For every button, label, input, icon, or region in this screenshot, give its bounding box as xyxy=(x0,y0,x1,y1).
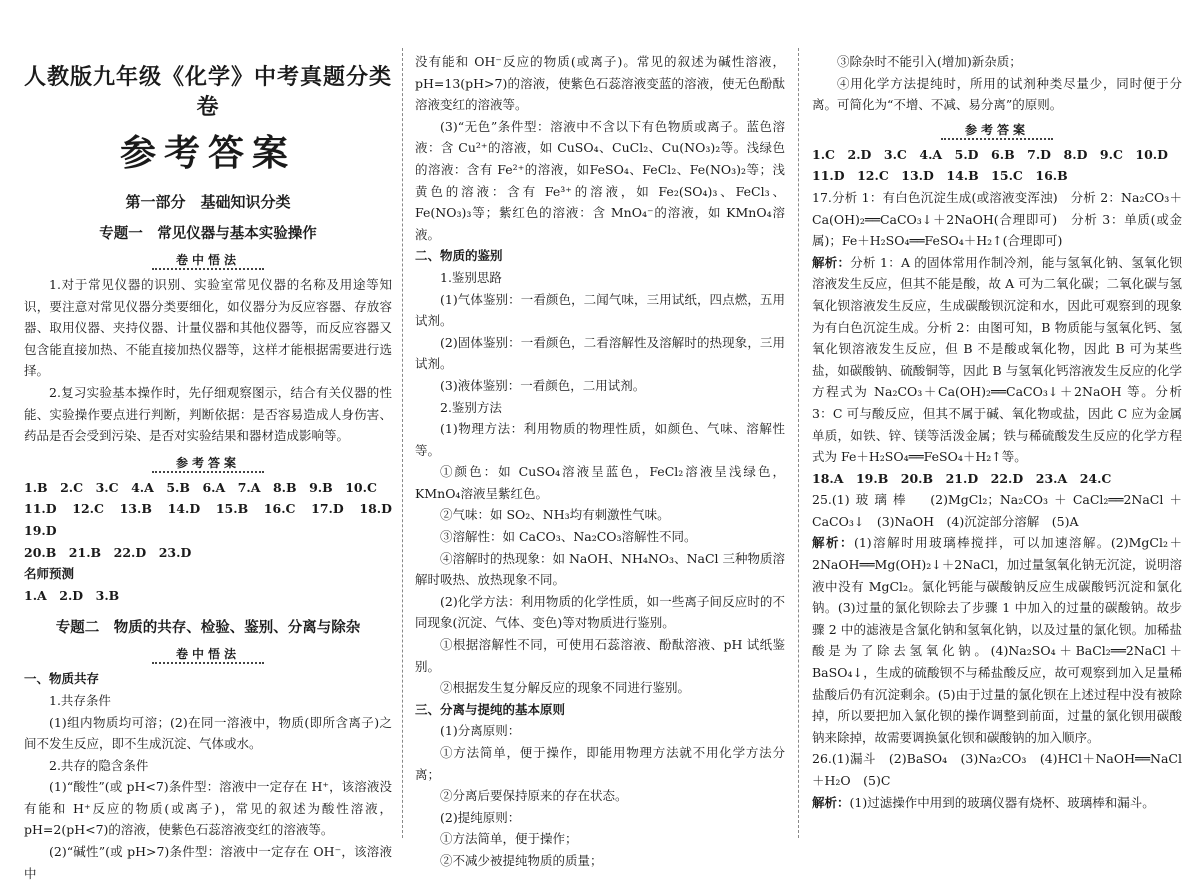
answer-25: 25.(1)玻璃棒 (2)MgCl₂；Na₂CO₃＋CaCl₂══2NaCl＋CaCO₃↓ (3)NaOH (4)沉淀部分溶解 (5)A xyxy=(812,492,1182,529)
paragraph: 没有能和 OH⁻反应的物质(或离子)。常见的叙述为碱性溶液，pH=13(pH>7)的溶液，使紫色石蕊溶液变蓝的溶液，使无色酚酞溶液变红的溶液等。 xyxy=(415,54,785,113)
paragraph: ②分离后要保持原来的存在状态。 xyxy=(440,788,628,804)
column-divider xyxy=(798,48,799,838)
section-banner xyxy=(24,250,392,270)
explanation-25 xyxy=(812,532,1182,748)
answer-17: 17.分析 1：有白色沉淀生成(或溶液变浑浊) 分析 2：Na₂CO₃＋Ca(OH)₂══CaCO₃↓＋2NaOH(合理即可) 分析 3：单质(或金属)；Fe＋H₂SO₄══FeSO₄＋H₂↑(合理即可) xyxy=(812,189,1182,249)
explanation-label: 解析： xyxy=(812,254,851,270)
explanation-26 xyxy=(812,792,1182,814)
paragraph: ④用化学方法提纯时，所用的试剂种类尽量少，同时便于分离。可简化为“不增、不减、易分离”的原则。 xyxy=(812,75,1182,113)
book-title: 人教版九年级《化学》中考真题分类卷 xyxy=(24,64,393,120)
section-heading: 三、分离与提纯的基本原则 xyxy=(415,701,566,717)
paragraph: ③溶解性：如 CaCO₃、Na₂CO₃溶解性不同。 xyxy=(440,529,697,545)
paragraph: (1)气体鉴别：一看颜色，二闻气味，三用试纸，四点燃，五用试剂。 xyxy=(415,291,785,329)
answer-line: 1.A 2.D 3.B xyxy=(24,587,120,603)
answer-line: 11.D 12.C 13.B 14.D 15.B 16.C 17.D 18.D 19.D xyxy=(24,501,405,538)
answer-line: 11.D 12.C 13.D 14.B 15.C 16.B xyxy=(812,168,1068,184)
answer-line: 1.C 2.D 3.C 4.A 5.D 6.B 7.D 8.D 9.C 10.D xyxy=(812,146,1169,162)
explanation-label: 解析： xyxy=(812,794,850,810)
answer-line: 20.B 21.B 22.D 23.D xyxy=(24,544,192,560)
answer-line: 18.A 19.B 20.B 21.D 22.D 23.A 24.C xyxy=(812,470,1112,486)
answer-26: 26.(1)漏斗 (2)BaSO₄ (3)Na₂CO₃ (4)HCl＋NaOH══NaCl＋H₂O (5)C xyxy=(812,751,1182,788)
subheading: 2.共存的隐含条件 xyxy=(49,757,149,773)
part-heading: 第一部分 基础知识分类 xyxy=(125,193,291,211)
subheading: (2)提纯原则： xyxy=(440,809,521,825)
answer-line: 1.B 2.C 3.C 4.A 5.B 6.A 7.A 8.B 9.B 10.C xyxy=(24,479,377,495)
paragraph: (1)组内物质均可溶；(2)在同一溶液中，物质(即所含离子)之间不发生反应，即不生成沉淀、气体或水。 xyxy=(24,714,392,752)
column-middle xyxy=(415,0,785,868)
prediction-heading: 名师预测 xyxy=(24,566,75,582)
section-banner xyxy=(24,453,392,473)
paragraph: (3)“无色”条件型：溶液中不含以下有色物质或离子。蓝色溶液：含 Cu²⁺的溶液，如 CuSO₄、CuCl₂、Cu(NO₃)₂等。浅绿色的溶液：含有 Fe²⁺的溶液，如FeSO₄、FeCl₂、Fe(NO₃)₂等；浅黄色的溶液：含有 Fe³⁺的溶液，如 Fe₂(SO₄)₃、FeCl₃、Fe(NO₃)₃等；紫红色的溶液：含 MnO₄⁻的溶液，如 KMnO₄溶液。 xyxy=(415,118,785,242)
column-divider xyxy=(402,48,403,838)
explanation-label: 解析： xyxy=(812,535,854,551)
banner-label: 卷中悟法 xyxy=(152,647,264,664)
paragraph: (2)固体鉴别：一看颜色，二看溶解性及溶解时的热现象，三用试剂。 xyxy=(415,334,785,372)
topic-heading-2: 专题二 物质的共存、检验、鉴别、分离与除杂 xyxy=(55,619,361,637)
paragraph: (3)液体鉴别：一看颜色，二用试剂。 xyxy=(440,377,646,393)
section-heading: 二、物质的鉴别 xyxy=(415,248,503,264)
explanation-text: (1)溶解时用玻璃棒搅拌，可以加速溶解。(2)MgCl₂＋2NaOH══Mg(OH)₂↓＋2NaCl，加过量氢氧化钠无沉淀，说明溶液中没有 MgCl₂。氯化钙能与碳酸钠反应生成碳酸钙沉淀和氯化钠。(3)过量的氯化钡除去了步骤 1 中加入的过量的碳酸钠。故步骤 2 中的滤液是含氯化钠和氢氧化钠，以及过量的氯化钡。加稀盐酸是为了除去氢氧化钠。(4)Na₂SO₄＋BaCl₂══2NaCl＋BaSO₄↓，生成的硫酸钡不与稀盐酸反应，故可观察到加入足量稀盐酸后仍有沉淀剩余。(5)由于过量的氯化钡在上述过程中没有被除掉，所以要把加入氯化钡的操作调整到前面，过量的氯化钡用碳酸钠来除掉，故需要调换氯化钡和碳酸钠的加入顺序。 xyxy=(812,535,1182,745)
section-banner xyxy=(812,120,1182,140)
paragraph: ①颜色：如 CuSO₄溶液呈蓝色，FeCl₂溶液呈浅绿色，KMnO₄溶液呈紫红色。 xyxy=(415,464,785,501)
section-banner xyxy=(24,644,392,664)
column-right xyxy=(812,0,1182,848)
explanation-text: (1)过滤操作中用到的玻璃仪器有烧杯、玻璃棒和漏斗。 xyxy=(849,794,1155,810)
paragraph: ②不减少被提纯物质的质量； xyxy=(440,852,603,868)
paragraph: 1.对于常见仪器的识别、实验室常见仪器的名称及用途等知识，要注意对常见仪器分类要细化，如仪器分为反应容器、存放容器、取用仪器、夹持仪器、计量仪器和其他仪器等，而反应容器又包含能直接加热、不能直接加热仪器等，这样才能根据需要进行选择。 xyxy=(24,277,392,379)
paragraph: (1)“酸性”(或 pH<7)条件型：溶液中一定存在 H⁺，该溶液没有能和 H⁺反应的物质(或离子)，常见的叙述为酸性溶液，pH=2(pH<7)的溶液，使紫色石蕊溶液变红的溶液等。 xyxy=(24,779,392,838)
paragraph: ①方法简单，便于操作； xyxy=(440,831,578,847)
section-heading: 一、物质共存 xyxy=(24,671,100,687)
paragraph: ②气味：如 SO₂、NH₃均有刺激性气味。 xyxy=(440,507,670,523)
page-title: 参考答案 xyxy=(119,132,296,174)
paragraph: ②根据发生复分解反应的现象不同进行鉴别。 xyxy=(440,680,691,696)
subheading: 1.鉴别思路 xyxy=(440,269,502,285)
banner-label: 参考答案 xyxy=(941,123,1053,140)
banner-label: 参考答案 xyxy=(152,456,264,473)
column-left xyxy=(24,0,405,881)
subheading: 2.鉴别方法 xyxy=(440,399,502,415)
explanation-17 xyxy=(812,252,1182,468)
subheading: 1.共存条件 xyxy=(49,692,111,708)
topic-heading-1: 专题一 常见仪器与基本实验操作 xyxy=(99,225,317,242)
paragraph: 2.复习实验基本操作时，先仔细观察图示，结合有关仪器的性能、实验操作要点进行判断，判断依据：是否容易造成人身伤害、药品是否会受到污染、是否对实验结果和器材造成影响等。 xyxy=(24,384,392,444)
paragraph: ①方法简单，便于操作，即能用物理方法就不用化学方法分离； xyxy=(415,745,785,782)
paragraph: ④溶解时的热现象：如 NaOH、NH₄NO₃、NaCl 三种物质溶解时吸热、放热现象不同。 xyxy=(415,550,785,588)
subheading: (1)分离原则： xyxy=(440,723,521,739)
paragraph: (2)“碱性”(或 pH>7)条件型：溶液中一定存在 OH⁻，该溶液中 xyxy=(24,844,392,881)
paragraph: (1)物理方法：利用物质的物理性质，如颜色、气味、溶解性等。 xyxy=(415,421,785,458)
explanation-text: 分析 1：A 的固体常用作制冷剂，能与氢氧化钠、氢氧化钡溶液发生反应，但其不能是酸，故 A 可为二氧化碳；二氧化碳与氢氧化钡溶液发生反应，生成碳酸钡沉淀和水，因此可观察到的现象为有白色沉淀生成。分析 2：由图可知，B 物质能与氢氧化钙、氢氧化钡溶液发生反应，但 B 不是酸或氧化物，因此 B 可为某些盐，如碳酸钠、硫酸铜等，因此 B 与氢氧化钙溶液发生反应的化学方程式为 Na₂CO₃＋Ca(OH)₂══CaCO₃↓＋2NaOH 等。分析 3：C 可与酸反应，但其不属于碱、氧化物或盐，因此 C 应为金属单质，如铁、锌、镁等活泼金属；铁与稀硫酸发生反应的化学方程式为 Fe＋H₂SO₄══FeSO₄＋H₂↑等。 xyxy=(812,254,1182,465)
banner-label: 卷中悟法 xyxy=(152,253,264,270)
paragraph: (2)化学方法：利用物质的化学性质，如一些离子间反应时的不同现象(沉淀、气体、变色)等对物质进行鉴别。 xyxy=(415,593,785,631)
paragraph: ③除杂时不能引入(增加)新杂质； xyxy=(837,54,1022,69)
paragraph: ①根据溶解性不同，可使用石蕊溶液、酚酞溶液、pH 试纸鉴别。 xyxy=(415,637,785,674)
